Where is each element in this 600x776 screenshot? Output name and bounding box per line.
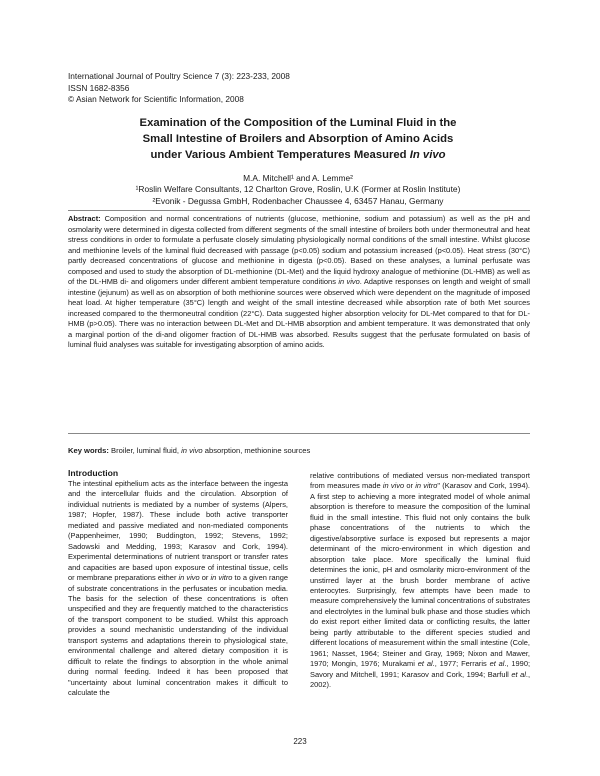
intro-right-part-6: ., 2002).: [310, 669, 531, 690]
author-names: M.A. Mitchell¹ and A. Lemme²: [243, 173, 353, 183]
page-number: 223: [293, 737, 307, 746]
intro-left-part-2: or: [199, 573, 211, 583]
title-line-3-text: under Various Ambient Temperatures Measured: [150, 149, 410, 161]
keywords-italic-1: in vivo: [181, 446, 203, 455]
author-block: [68, 173, 528, 207]
journal-citation: International Journal of Poultry Science 7 (3): 223-233, 2008: [68, 71, 290, 81]
intro-right-italic-5: et al: [511, 669, 526, 679]
intro-right-part-5: ., 1990; Savory and Mitchell, 1991; Karasov and Cork, 1994; Barfull: [310, 659, 531, 679]
journal-header: [68, 71, 368, 106]
intro-right-part-2: or: [404, 481, 416, 491]
abstract-text: [68, 214, 530, 351]
title-line-2: Small Intestine of Broilers and Absorption of Amino Acids: [142, 133, 454, 145]
introduction-heading: Introduction: [68, 468, 119, 478]
abstract-label: Abstract:: [68, 214, 101, 223]
keywords: [68, 446, 530, 456]
abstract-box: [68, 210, 530, 434]
title-line-1: Examination of the Composition of the Luminal Fluid in the: [139, 117, 457, 129]
intro-left-part-3: to a given range of substrate concentrations in the perfusates or incubation media. The basis for the selection of these concentrations is often unspecified and they are frequently matched to the characteristics of the transport component to be studied. Whilst this approach provides a sound mechanistic understanding of the individual transport systems and adaptations therein to physiological state, environmental challenge and altered dietary composition it is difficult to relate the findings to absorption in the whole animal during normal feeding. Indeed it has been proposed that "uncertainty about luminal concentration makes it difficult to calculate the: [68, 573, 288, 698]
paper-title: [68, 115, 528, 163]
abstract-part-2: . Adaptive responses on length and weight of small intestine (jejunum) as well as on absorption of both methionine sources were observed which were dependent on the magnitude of imposed heat load. At higher temperature (35°C) length and weight of the small intestine decreased while absorption rate of both Met sources increased compared to the thermoneutral condition (22°C). Data suggested higher absorption velocity for DL-Met compared to that for DL-HMB (p>0.05). There was no interaction between DL-Met and DL-HMB absorption and ambient temperature. It was demonstrated that only a marginal portion of the di-and oligomer fraction of DL-HMB was absorbed. Results suggest that the perfusate formulated on basis of luminal fluid analyses was suitable for investigating absorption of amino acids.: [68, 277, 530, 349]
affiliation-2: ²Evonik - Degussa GmbH, Rodenbacher Chaussee 4, 63457 Hanau, Germany: [152, 195, 444, 206]
intro-right-italic-3: et al: [417, 659, 433, 669]
abstract-italic-1: in vivo: [338, 277, 360, 286]
intro-right-part-3: " (Karasov and Cork, 1994). A first step to achieving a more integrated model of whole animal absorption is therefore to measure the composition of the luminal fluid in the small intestine. This fluid not only contains the bulk phase concentrations of the nutrients to which the digestive/absorptive surface is exposed but represents a major determinant of the micro-environment in which digestion and absorption take place. More specifically the luminal fluid determines the ionic, pH and osmolarity micro-environment of the unstirred layer at the brush border membrane of active enterocytes. Surprisingly, few attempts have been made to measure comprehensively the luminal concentrations of substrates and electrolytes in the luminal bulk phase and those studies which do exist report either limited data or conflicting results, the latter being partly attributable to the different species studied and different locations of measurement within the small intestine (Cole, 1961; Nasset, 1964; Steiner and Gray, 1969; Nixon and Mawer, 1970; Mongin, 1976; Murakami: [310, 481, 530, 669]
intro-left-italic-2: in vitro: [210, 573, 233, 583]
keywords-part-2: absorption, methionine sources: [202, 446, 311, 455]
intro-left-italic-1: in vivo: [178, 573, 200, 583]
affiliation-1: ¹Roslin Welfare Consultants, 12 Charlton Grove, Roslin, U.K (Former at Roslin Institute): [135, 184, 461, 195]
keywords-part-1: Broiler, luminal fluid,: [108, 446, 182, 455]
introduction-left-text: [68, 479, 288, 699]
intro-left-part-1: The intestinal epithelium acts as the interface between the ingesta and the intercellular fluids and the circulation. Absorption of individual nutrients is mediated by a number of systems (Alpers, 1987; Hopfer, 1987). These include both active transporter mediated and passive mediated and non-mediated components (Pappenheimer, 1990; Buddington, 1992; Stevens, 1992; Sadowski and Medding, 1993; Karasov and Cork, 1994). Experimental determinations of nutrient transport or transfer rates and capacities are based upon exposure of intestinal tissue, cells or membrane preparations either: [68, 479, 288, 583]
intro-right-italic-1: in vivo: [382, 481, 405, 491]
keywords-label: Key words:: [68, 446, 109, 455]
intro-right-part-4: ., 1977; Ferraris: [432, 659, 490, 669]
intro-right-part-1: relative contributions of mediated versus non-mediated transport from measures made: [310, 471, 530, 491]
title-line-3-italic: In vivo: [409, 149, 446, 161]
journal-copyright: © Asian Network for Scientific Information, 2008: [68, 94, 244, 105]
intro-right-italic-4: et al: [489, 659, 505, 669]
introduction-right-column: [310, 471, 530, 691]
intro-right-italic-2: in vitro: [415, 481, 438, 491]
introduction-right-text: [310, 471, 530, 691]
journal-issn: ISSN 1682-8356: [68, 82, 130, 93]
introduction-left-column: [68, 467, 288, 699]
title-line-3: [68, 147, 528, 163]
abstract-part-1: Composition and normal concentrations of nutrients (glucose, methionine, sodium and potassium) as well as the pH and osmolarity were determined in digesta collected from different segments of the small intestine of broilers both under thermoneutral and heat stress conditions in order to formulate a perfusate closely simulating physiologically normal conditions of the small intestine. Whilst glucose and methionine levels of the luminal fluid decreased with passage (p<0.05) sodium and potassium increased (p<0.05). Heat stress (30°C) partly decreased concentrations of glucose and methionine in digesta (p<0.05). Based on these analyses, a luminal perfusate was composed and used to study the absorption of DL-methionine (DL-Met) and the liquid hydroxy analogue of methionine (DL-HMB) as well as of the DL-HMB di- and oligomers under different ambient temperature conditions: [68, 214, 530, 286]
